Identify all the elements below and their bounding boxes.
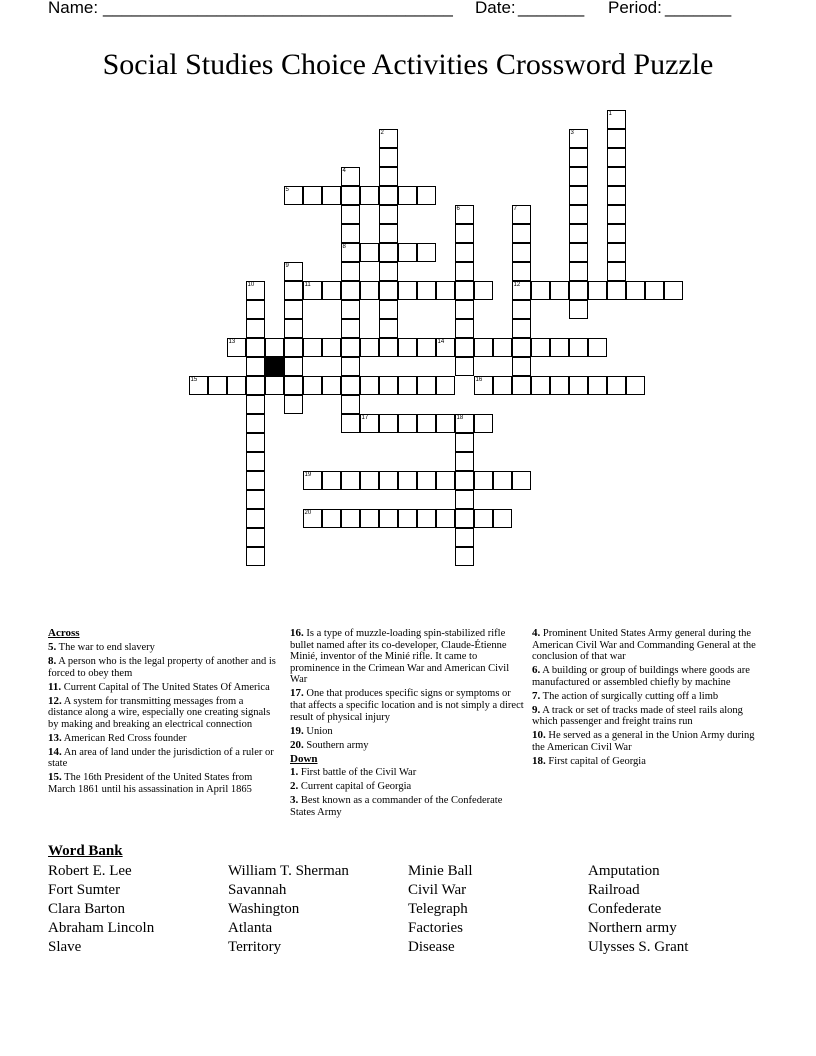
word-bank-item: Clara Barton	[48, 901, 126, 917]
grid-cell[interactable]	[664, 281, 683, 300]
clues-column-1	[48, 628, 276, 798]
clue-num: 1.	[290, 766, 299, 779]
grid-cell[interactable]	[588, 281, 607, 300]
date-blank[interactable]: _______	[518, 0, 585, 17]
grid-cell[interactable]	[607, 148, 626, 167]
grid-cell[interactable]	[417, 243, 436, 262]
grid-cell[interactable]	[379, 300, 398, 319]
clue-number: 3	[570, 129, 574, 136]
grid-cell[interactable]	[284, 186, 303, 205]
clue-num: 4.	[532, 627, 541, 639]
across-clue: 13. American Red Cross founder	[48, 731, 187, 744]
clue-num: 5.	[48, 640, 57, 653]
grid-cell[interactable]	[284, 300, 303, 319]
grid-cell[interactable]	[569, 205, 588, 224]
grid-cell[interactable]	[493, 509, 512, 528]
grid-cell[interactable]	[474, 414, 493, 433]
grid-cell[interactable]	[360, 509, 379, 528]
clue-number: 4	[342, 167, 346, 174]
grid-cell[interactable]	[265, 376, 284, 395]
clue-num: 16.	[290, 627, 304, 639]
grid-cell[interactable]	[284, 262, 303, 281]
down-clue: 18. First capital of Georgia	[532, 754, 646, 767]
grid-cell[interactable]	[341, 395, 360, 414]
clue-number: 16	[475, 376, 483, 383]
grid-cell[interactable]	[341, 319, 360, 338]
grid-cell[interactable]	[360, 186, 379, 205]
grid-cell[interactable]	[360, 338, 379, 357]
word-bank-item: Savannah	[228, 882, 287, 898]
grid-cell[interactable]	[379, 376, 398, 395]
grid-cell[interactable]	[379, 224, 398, 243]
clue-number: 8	[342, 243, 346, 250]
grid-cell[interactable]	[303, 281, 322, 300]
grid-cell[interactable]	[512, 471, 531, 490]
grid-cell[interactable]	[379, 129, 398, 148]
clue-number: 2	[380, 129, 384, 136]
grid-cell[interactable]	[607, 167, 626, 186]
grid-cell[interactable]	[322, 281, 341, 300]
word-bank-item: Slave	[48, 939, 82, 955]
grid-cell[interactable]	[436, 376, 455, 395]
grid-cell[interactable]	[398, 338, 417, 357]
grid-cell[interactable]	[303, 376, 322, 395]
grid-cell[interactable]	[417, 509, 436, 528]
across-clue: 5. The war to end slavery	[48, 640, 155, 653]
grid-cell[interactable]	[379, 262, 398, 281]
word-bank-title: Word Bank	[48, 843, 123, 859]
grid-cell[interactable]	[455, 414, 474, 433]
clue-number: 9	[285, 262, 289, 269]
clue-number: 1	[608, 110, 612, 117]
clue-num: 7.	[532, 689, 541, 702]
grid-cell[interactable]	[379, 167, 398, 186]
name-blank[interactable]: _____________________________________	[103, 0, 453, 17]
down-clue: 10. He served as a general in the Union Army during the American Civil War	[532, 729, 755, 753]
grid-cell[interactable]	[455, 300, 474, 319]
clues-column-3	[532, 628, 768, 770]
clue-num: 12.	[48, 694, 62, 707]
down-clue: 4. Prominent United States Army general during the American Civil War and Commanding General at the conclusion of that war	[532, 627, 756, 663]
grid-cell[interactable]	[455, 338, 474, 357]
grid-cell[interactable]	[360, 471, 379, 490]
grid-cell[interactable]	[227, 338, 246, 357]
clue-num: 3.	[290, 794, 299, 807]
grid-cell[interactable]	[398, 509, 417, 528]
word-bank-item: Disease	[408, 939, 455, 955]
grid-cell[interactable]	[607, 224, 626, 243]
grid-cell[interactable]	[455, 243, 474, 262]
grid-cell[interactable]	[303, 509, 322, 528]
grid-cell[interactable]	[417, 186, 436, 205]
grid-cell[interactable]	[246, 547, 265, 566]
clue-number: 14	[437, 338, 445, 345]
grid-cell[interactable]	[379, 186, 398, 205]
grid-cell[interactable]	[588, 376, 607, 395]
grid-cell[interactable]	[455, 547, 474, 566]
across-clue: 11. Current Capital of The United States Of America	[48, 680, 270, 693]
grid-cell[interactable]	[246, 281, 265, 300]
grid-cell[interactable]	[436, 414, 455, 433]
grid-cell[interactable]	[626, 281, 645, 300]
grid-cell[interactable]	[246, 300, 265, 319]
page-title: Social Studies Choice Activities Crossword Puzzle	[102, 48, 714, 81]
grid-cell[interactable]	[246, 395, 265, 414]
grid-cell[interactable]	[607, 205, 626, 224]
grid-cell[interactable]	[607, 376, 626, 395]
grid-cell[interactable]	[569, 243, 588, 262]
grid-cell[interactable]	[531, 281, 550, 300]
grid-cell[interactable]	[512, 281, 531, 300]
grid-cell[interactable]	[341, 376, 360, 395]
down-clue: 3. Best known as a commander of the Confederate States Army	[290, 794, 503, 819]
grid-cell[interactable]	[455, 224, 474, 243]
grid-cell[interactable]	[284, 395, 303, 414]
word-bank-item: Ulysses S. Grant	[588, 939, 689, 955]
grid-cell[interactable]	[569, 376, 588, 395]
clue-num: 15.	[48, 771, 62, 784]
grid-cell[interactable]	[455, 262, 474, 281]
grid-cell[interactable]	[246, 452, 265, 471]
grid-cell[interactable]	[208, 376, 227, 395]
grid-cell[interactable]	[417, 414, 436, 433]
clue-num: 14.	[48, 745, 62, 758]
clue-number: 18	[456, 414, 464, 421]
grid-cell[interactable]	[512, 205, 531, 224]
grid-cell[interactable]	[607, 129, 626, 148]
grid-cell[interactable]	[322, 376, 341, 395]
clue-number: 10	[247, 281, 255, 288]
grid-cell[interactable]	[322, 509, 341, 528]
grid-cell[interactable]	[284, 319, 303, 338]
grid-cell[interactable]	[455, 528, 474, 547]
word-bank-item: Amputation	[588, 863, 660, 879]
clue-number: 5	[285, 186, 289, 193]
period-blank[interactable]: _______	[665, 0, 732, 17]
clue-num: 6.	[532, 664, 541, 677]
grid-cell[interactable]	[379, 243, 398, 262]
grid-cell[interactable]	[246, 509, 265, 528]
grid-cell[interactable]	[531, 376, 550, 395]
grid-cell[interactable]	[284, 376, 303, 395]
word-bank-item: Territory	[228, 939, 282, 955]
clue-num: 19.	[290, 724, 304, 737]
word-bank-item: Civil War	[408, 882, 467, 898]
across-clue: 16. Is a type of muzzle-loading spin-stabilized rifle bullet named after its co-developer, Claude-Étienne Minié, inventor of the Minié rifle. It came to prominence in the Crimean War and American Civil War	[290, 627, 510, 686]
clues-column-2	[290, 628, 525, 821]
grid-cell[interactable]	[607, 110, 626, 129]
grid-cell[interactable]	[398, 243, 417, 262]
grid-cell[interactable]	[398, 186, 417, 205]
grid-cell[interactable]	[645, 281, 664, 300]
word-bank-item: Confederate	[588, 901, 662, 917]
grid-cell[interactable]	[284, 281, 303, 300]
grid-cell[interactable]	[436, 509, 455, 528]
grid-cell[interactable]	[455, 281, 474, 300]
grid-cell[interactable]	[246, 319, 265, 338]
across-heading: Across	[48, 627, 80, 639]
grid-cell[interactable]	[512, 338, 531, 357]
grid-cell[interactable]	[607, 281, 626, 300]
word-bank-item: Northern army	[588, 920, 677, 936]
clue-num: 8.	[48, 654, 57, 667]
clue-num: 11.	[48, 680, 62, 693]
clue-number: 6	[456, 205, 460, 212]
grid-cell[interactable]	[341, 243, 360, 262]
grid-cell[interactable]	[379, 281, 398, 300]
grid-cell[interactable]	[398, 281, 417, 300]
grid-cell[interactable]	[341, 205, 360, 224]
clue-num: 9.	[532, 703, 541, 716]
grid-cell[interactable]	[493, 471, 512, 490]
grid-cell[interactable]	[455, 452, 474, 471]
grid-cell[interactable]	[607, 262, 626, 281]
blocked-cell	[265, 357, 284, 376]
grid-cell[interactable]	[569, 338, 588, 357]
grid-cell[interactable]	[303, 186, 322, 205]
grid-cell[interactable]	[322, 338, 341, 357]
grid-cell[interactable]	[341, 224, 360, 243]
grid-cell[interactable]	[379, 338, 398, 357]
word-bank-item: Atlanta	[228, 920, 273, 936]
grid-cell[interactable]	[246, 357, 265, 376]
clue-num: 2.	[290, 780, 299, 793]
grid-cell[interactable]	[474, 338, 493, 357]
grid-cell[interactable]	[588, 338, 607, 357]
grid-cell[interactable]	[512, 357, 531, 376]
clue-number: 17	[361, 414, 369, 421]
clue-number: 19	[304, 471, 312, 478]
down-clue: 1. First battle of the Civil War	[290, 766, 417, 779]
grid-cell[interactable]	[569, 300, 588, 319]
grid-cell[interactable]	[341, 167, 360, 186]
down-clue: 9. A track or set of tracks made of steel rails along which passenger and freight trains run	[532, 703, 743, 728]
word-bank-item: William T. Sherman	[228, 863, 349, 879]
date-label: Date:	[475, 0, 521, 17]
grid-cell[interactable]	[341, 262, 360, 281]
grid-cell[interactable]	[531, 338, 550, 357]
period-label: Period:	[608, 0, 667, 17]
grid-cell[interactable]	[341, 281, 360, 300]
word-bank-item: Fort Sumter	[48, 882, 121, 898]
down-clue: 7. The action of surgically cutting off a limb	[532, 689, 719, 702]
grid-cell[interactable]	[360, 376, 379, 395]
clue-num: 18.	[532, 754, 546, 767]
grid-cell[interactable]	[379, 414, 398, 433]
grid-cell[interactable]	[284, 338, 303, 357]
word-bank-item: Washington	[228, 901, 300, 917]
clue-num: 10.	[532, 729, 546, 742]
grid-cell[interactable]	[246, 528, 265, 547]
across-clue: 12. A system for transmitting messages from a distance along a wire, especially one creating signals by making and breaking an electrical connection	[48, 694, 271, 730]
grid-cell[interactable]	[341, 300, 360, 319]
grid-cell[interactable]	[455, 490, 474, 509]
grid-cell[interactable]	[246, 490, 265, 509]
grid-cell[interactable]	[512, 224, 531, 243]
grid-cell[interactable]	[189, 376, 208, 395]
clue-number: 7	[513, 205, 517, 212]
grid-cell[interactable]	[246, 338, 265, 357]
grid-cell[interactable]	[379, 509, 398, 528]
grid-cell[interactable]	[246, 471, 265, 490]
grid-cell[interactable]	[607, 243, 626, 262]
across-clue: 20. Southern army	[290, 738, 369, 751]
grid-cell[interactable]	[379, 148, 398, 167]
grid-cell[interactable]	[455, 471, 474, 490]
grid-cell[interactable]	[398, 376, 417, 395]
grid-cell[interactable]	[341, 338, 360, 357]
grid-cell[interactable]	[284, 357, 303, 376]
clue-number: 15	[190, 376, 198, 383]
grid-cell[interactable]	[360, 243, 379, 262]
clue-number: 11	[304, 281, 311, 288]
grid-cell[interactable]	[265, 338, 284, 357]
word-bank-item: Factories	[408, 920, 463, 936]
across-clue: 8. A person who is the legal property of another and is forced to obey them	[48, 654, 276, 679]
grid-cell[interactable]	[607, 186, 626, 205]
clue-num: 17.	[290, 687, 304, 700]
grid-cell[interactable]	[512, 376, 531, 395]
grid-cell[interactable]	[246, 433, 265, 452]
clue-num: 20.	[290, 738, 304, 751]
clue-number: 13	[228, 338, 236, 345]
grid-cell[interactable]	[474, 509, 493, 528]
grid-cell[interactable]	[455, 509, 474, 528]
down-heading: Down	[290, 752, 318, 765]
grid-cell[interactable]	[493, 338, 512, 357]
grid-cell[interactable]	[569, 129, 588, 148]
grid-cell[interactable]	[512, 262, 531, 281]
grid-cell[interactable]	[626, 376, 645, 395]
grid-cell[interactable]	[398, 471, 417, 490]
grid-cell[interactable]	[569, 148, 588, 167]
down-clue: 6. A building or group of buildings where goods are manufactured or assembled chiefly by machine	[532, 664, 750, 688]
name-label: Name:	[48, 0, 103, 17]
grid-cell[interactable]	[474, 471, 493, 490]
word-bank-item: Minie Ball	[408, 863, 473, 879]
across-clue: 19. Union	[290, 724, 333, 737]
grid-cell[interactable]	[436, 281, 455, 300]
grid-cell[interactable]	[436, 471, 455, 490]
grid-cell[interactable]	[550, 281, 569, 300]
clue-num: 13.	[48, 731, 62, 744]
grid-cell[interactable]	[398, 414, 417, 433]
grid-cell[interactable]	[227, 376, 246, 395]
grid-cell[interactable]	[417, 281, 436, 300]
grid-cell[interactable]	[436, 338, 455, 357]
word-bank-item: Telegraph	[408, 901, 468, 917]
grid-cell[interactable]	[569, 281, 588, 300]
grid-cell[interactable]	[569, 167, 588, 186]
grid-cell[interactable]	[341, 471, 360, 490]
grid-cell[interactable]	[474, 281, 493, 300]
grid-cell[interactable]	[341, 357, 360, 376]
grid-cell[interactable]	[341, 186, 360, 205]
clue-number: 12	[513, 281, 521, 288]
word-bank-item: Robert E. Lee	[48, 863, 132, 879]
grid-cell[interactable]	[379, 319, 398, 338]
grid-cell[interactable]	[512, 319, 531, 338]
grid-cell[interactable]	[512, 243, 531, 262]
grid-cell[interactable]	[341, 509, 360, 528]
grid-cell[interactable]	[246, 414, 265, 433]
grid-cell[interactable]	[417, 471, 436, 490]
grid-cell[interactable]	[341, 414, 360, 433]
grid-cell[interactable]	[360, 281, 379, 300]
grid-cell[interactable]	[550, 338, 569, 357]
grid-cell[interactable]	[455, 357, 474, 376]
grid-cell[interactable]	[550, 376, 569, 395]
grid-cell[interactable]	[360, 414, 379, 433]
grid-cell[interactable]	[322, 186, 341, 205]
grid-cell[interactable]	[569, 186, 588, 205]
grid-cell[interactable]	[303, 471, 322, 490]
grid-cell[interactable]	[303, 338, 322, 357]
clue-number: 20	[304, 509, 312, 516]
word-bank-item: Railroad	[588, 882, 640, 898]
grid-cell[interactable]	[246, 376, 265, 395]
grid-cell[interactable]	[379, 205, 398, 224]
grid-cell[interactable]	[569, 262, 588, 281]
across-clue: 14. An area of land under the jurisdiction of a ruler or state	[48, 745, 274, 770]
down-clue: 2. Current capital of Georgia	[290, 780, 412, 793]
across-clue: 15. The 16th President of the United States from March 1861 until his assassination in April 1865	[48, 771, 253, 795]
grid-cell[interactable]	[455, 319, 474, 338]
grid-cell[interactable]	[417, 338, 436, 357]
grid-cell[interactable]	[455, 205, 474, 224]
grid-cell[interactable]	[474, 376, 493, 395]
grid-cell[interactable]	[379, 471, 398, 490]
grid-cell[interactable]	[493, 376, 512, 395]
grid-cell[interactable]	[322, 471, 341, 490]
grid-cell[interactable]	[455, 433, 474, 452]
grid-cell[interactable]	[569, 224, 588, 243]
grid-cell[interactable]	[512, 300, 531, 319]
across-clue: 17. One that produces specific signs or symptoms or that affects a specific location and is not simply a direct result of physical injury	[290, 687, 524, 723]
grid-cell[interactable]	[417, 376, 436, 395]
word-bank-item: Abraham Lincoln	[48, 920, 155, 936]
